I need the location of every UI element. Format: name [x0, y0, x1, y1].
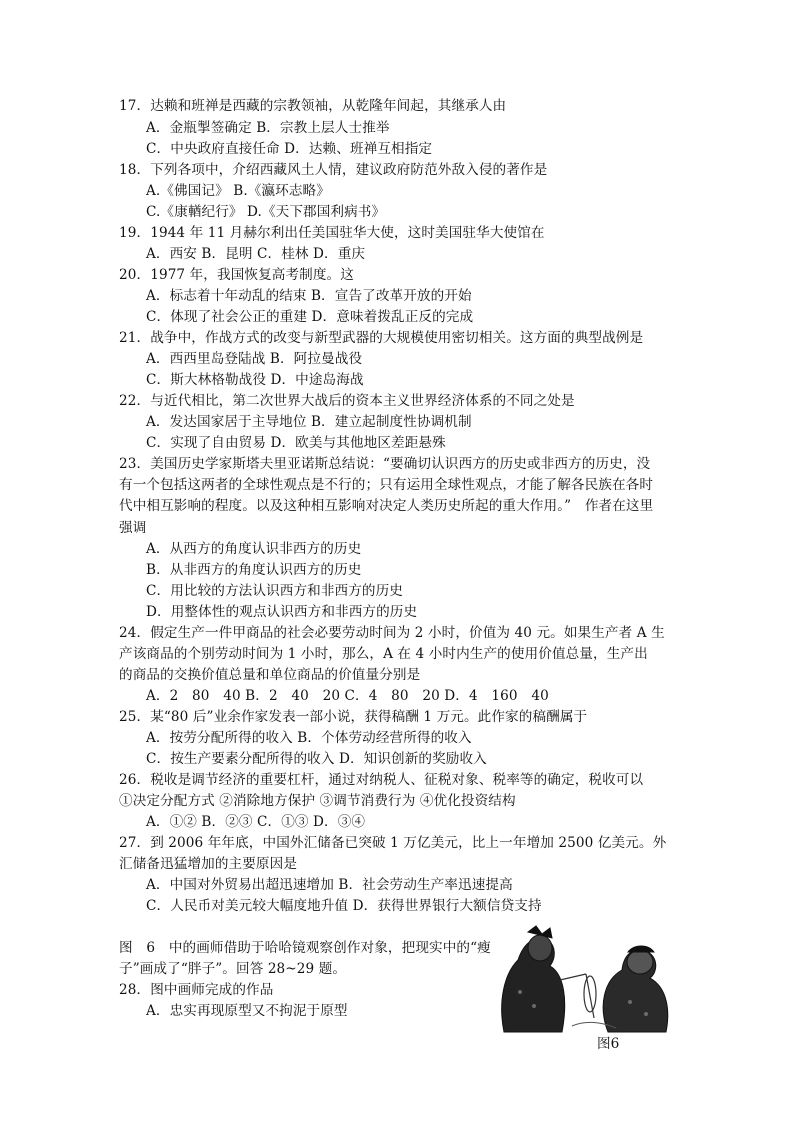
text-line: 图 6 中的画师借助于哈哈镜观察创作对象，把现实中的“瘦	[119, 940, 491, 956]
text-line: 28．图中画师完成的作品	[119, 982, 274, 998]
text-line: C．实现了自由贸易 D．欧美与其他地区差距悬殊	[146, 435, 446, 451]
text-line: C．斯大林格勒战役 D．中途岛海战	[146, 372, 364, 388]
text-line: A．忠实再现原型又不拘泥于原型	[146, 1003, 348, 1019]
text-line: C．用比较的方法认识西方和非西方的历史	[146, 583, 403, 599]
text-line: 代中相互影响的程度。以及这种相互影响对决定人类历史所起的重大作用。” 作者在这里	[119, 498, 654, 514]
text-line: A．金瓶掣签确定 B．宗教上层人士推举	[146, 120, 390, 136]
text-line: A．从西方的角度认识非西方的历史	[146, 541, 362, 557]
cartoon-figure	[490, 922, 670, 1034]
text-line: A．标志着十年动乱的结束 B．宣告了改革开放的开始	[146, 288, 472, 304]
text-line: 23．美国历史学家斯塔夫里亚诺斯总结说：“要确切认识西方的历史或非西方的历史，没	[119, 456, 651, 472]
text-line: 子”画成了“胖子”。回答 28~29 题。	[119, 961, 347, 977]
text-line: C．人民币对美元较大幅度地升值 D．获得世界银行大额信贷支持	[146, 898, 542, 914]
text-line: B．从非西方的角度认识西方的历史	[146, 562, 362, 578]
text-line: 有一个包括这两者的全球性观点是不行的；只有运用全球性观点，才能了解各民族在各时	[119, 477, 654, 493]
text-line: 22．与近代相比，第二次世界大战后的资本主义世界经济体系的不同之处是	[119, 393, 575, 409]
text-line: C．体现了社会公正的重建 D．意味着拨乱正反的完成	[146, 309, 474, 325]
text-line: A．①② B．②③ C．①③ D．③④	[146, 814, 366, 830]
text-line: 25．某“80 后”业余作家发表一部小说，获得稿酬 1 万元。此作家的稿酬属于	[119, 709, 588, 725]
text-line: A．西安 B．昆明 C．桂林 D．重庆	[146, 246, 366, 262]
text-line: 20．1977 年，我国恢复高考制度。这	[119, 267, 354, 283]
text-line: 18．下列各项中，介绍西藏风土人情，建议政府防范外敌入侵的著作是	[119, 162, 548, 178]
text-line: A．西西里岛登陆战 B．阿拉曼战役	[146, 351, 363, 367]
text-line: 汇储备迅猛增加的主要原因是	[119, 856, 298, 872]
text-line: 26．税收是调节经济的重要杠杆，通过对纳税人、征税对象、税率等的确定，税收可以	[119, 772, 644, 788]
text-line: A．2 80 40 B．2 40 20 C．4 80 20 D．4 160 40	[146, 688, 549, 704]
text-line: A.《佛国记》 B.《瀛环志略》	[146, 183, 330, 199]
text-line: C．中央政府直接任命 D．达赖、班禅互相指定	[146, 141, 433, 157]
text-line: A．按劳分配所得的收入 B．个体劳动经营所得的收入	[146, 730, 472, 746]
text-line: ①决定分配方式 ②消除地方保护 ③调节消费行为 ④优化投资结构	[119, 793, 516, 809]
text-line: 24．假定生产一件甲商品的社会必要劳动时间为 2 小时，价值为 40 元。如果生产者 A 生	[119, 625, 665, 641]
text-line: 21．战争中，作战方式的改变与新型武器的大规模使用密切相关。这方面的典型战例是	[119, 330, 644, 346]
text-line: 19．1944 年 11 月赫尔利出任美国驻华大使，这时美国驻华大使馆在	[119, 225, 545, 241]
text-line: A．中国对外贸易出超迅速增加 B．社会劳动生产率迅速提高	[146, 877, 513, 893]
text-line: C.《康輶纪行》 D.《天下郡国利病书》	[146, 204, 386, 220]
text-line: 产该商品的个别劳动时间为 1 小时，那么，A 在 4 小时内生产的使用价值总量，生产出	[119, 646, 648, 662]
text-line: 的商品的交换价值总量和单位商品的价值量分别是	[119, 667, 421, 683]
text-line: 27．到 2006 年年底，中国外汇储备已突破 1 万亿美元，比上一年增加 2500 亿美元。外	[119, 835, 667, 851]
text-line: 17．达赖和班禅是西藏的宗教领袖，从乾隆年间起，其继承人由	[119, 98, 507, 114]
text-line: D．用整体性的观点认识西方和非西方的历史	[146, 604, 418, 620]
figure-caption: 图6	[597, 1036, 620, 1052]
text-line: A．发达国家居于主导地位 B．建立起制度性协调机制	[146, 414, 472, 430]
text-line: C．按生产要素分配所得的收入 D．知识创新的奖励收入	[146, 751, 487, 767]
text-line: 强调	[119, 520, 147, 536]
